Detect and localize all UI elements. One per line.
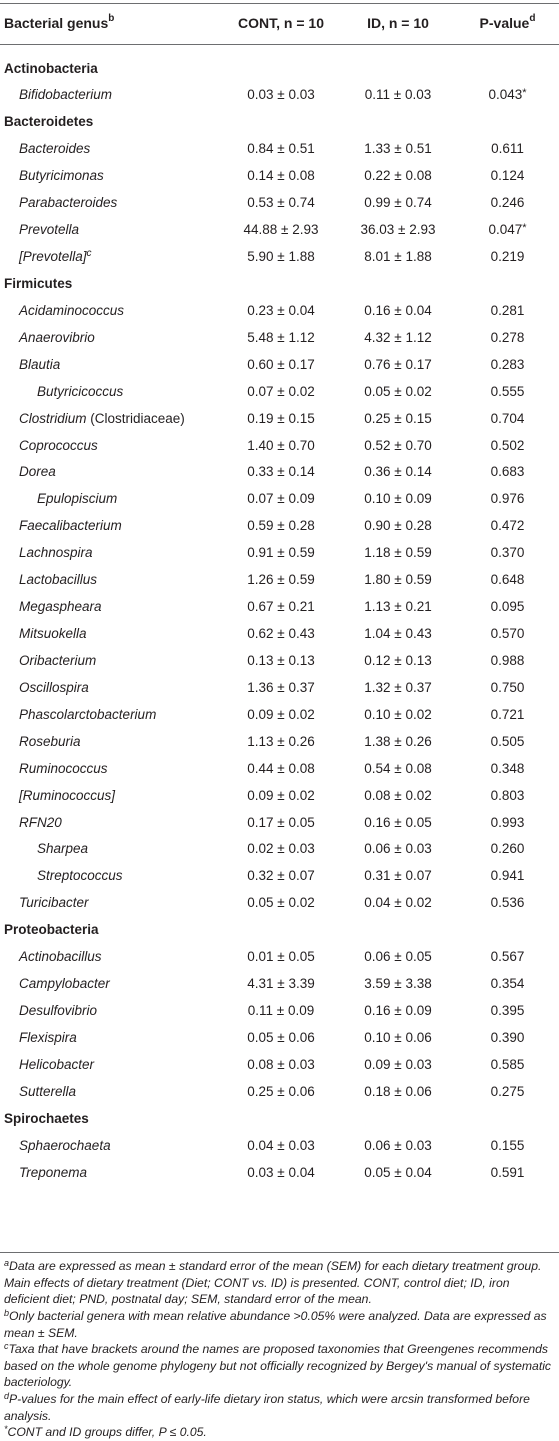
p-value: 0.536 [490,895,525,911]
header-rule [0,44,559,45]
table-row [0,136,559,163]
cont-value: 0.44 ± 0.08 [247,760,315,776]
table-row [0,217,559,244]
id-value: 1.13 ± 0.21 [364,599,432,615]
table-row [0,82,559,109]
header-id: ID, n = 10 [367,15,429,31]
table-row [0,486,559,513]
id-value: 0.90 ± 0.28 [364,518,432,534]
significance-flag: * [522,87,527,100]
cont-value: 0.14 ± 0.08 [247,168,315,184]
cont-value: 0.03 ± 0.03 [247,87,315,103]
cont-value: 0.01 ± 0.05 [247,949,315,965]
cont-value: 0.91 ± 0.59 [247,545,315,561]
table-row [0,863,559,890]
table-row [0,1025,559,1052]
table-row [0,971,559,998]
cont-value: 0.07 ± 0.09 [247,491,315,507]
id-value: 0.36 ± 0.14 [364,464,432,480]
p-value: 0.219 [490,249,525,264]
genus-name: Blautia [19,356,61,372]
genus-name: Clostridium (Clostridiaceae) [19,410,185,426]
p-value: 0.246 [490,195,525,211]
id-value: 0.05 ± 0.02 [364,383,432,399]
header-p-value: P-value$^d$ [479,13,536,31]
table-row [0,1052,559,1079]
genus-name: Actinobacillus [19,949,102,965]
p-value: 0.124 [490,168,525,184]
genus-name: Sphaerochaeta [19,1137,111,1153]
p-value: 0.275 [490,1083,525,1099]
p-value: 0.555 [490,383,525,399]
id-value: 1.18 ± 0.59 [364,545,432,561]
id-value: 0.25 ± 0.15 [364,410,432,426]
table-row [0,648,559,675]
header-cont: CONT, n = 10 [238,15,324,31]
genus-name: Coprococcus [19,437,98,453]
table-row [0,756,559,783]
cont-value: 0.84 ± 0.51 [247,141,315,157]
cont-value: 0.17 ± 0.05 [247,814,315,830]
cont-value: 0.25 ± 0.06 [247,1083,315,1099]
cont-value: 0.62 ± 0.43 [247,626,315,642]
p-value: 0.370 [490,545,525,561]
p-value: 0.591 [490,1164,525,1180]
p-value: 0.390 [490,1029,525,1045]
id-value: 3.59 ± 3.38 [364,976,432,992]
genus-name: Sutterella [19,1083,77,1099]
table-row [0,836,559,863]
table-row [0,325,559,352]
genus-name: Lactobacillus [19,572,98,588]
table-row [0,702,559,729]
cont-value: 0.53 ± 0.74 [247,195,315,211]
table-row [0,810,559,837]
p-value: 0.505 [490,733,525,749]
cont-value: 0.09 ± 0.02 [247,706,315,722]
id-value: 0.04 ± 0.02 [364,895,432,911]
p-value: 0.472 [490,518,525,534]
cont-value: 0.67 ± 0.21 [247,599,315,615]
genus-name: Bacteroides [19,141,91,157]
table-row [0,244,559,271]
table-row [0,379,559,406]
id-value: 4.32 ± 1.12 [364,329,432,345]
id-value: 0.08 ± 0.02 [364,787,432,803]
id-value: 1.32 ± 0.37 [364,679,432,695]
id-value: 1.04 ± 0.43 [364,626,432,642]
genus-name: Parabacteroides [19,195,118,211]
cont-value: 1.26 ± 0.59 [247,572,315,588]
genus-name: Phascolarctobacterium [19,706,157,722]
id-value: 0.18 ± 0.06 [364,1083,432,1099]
table-row [0,1079,559,1106]
cont-value: 0.09 ± 0.02 [247,787,315,803]
genus-name: Sharpea [37,841,89,857]
cont-value: 0.04 ± 0.03 [247,1137,315,1153]
genus-name: RFN20 [19,814,62,830]
cont-value: 0.03 ± 0.04 [247,1164,315,1180]
p-value: 0.993 [490,814,525,830]
table-row [0,1160,559,1187]
p-value: 0.941 [490,868,525,884]
genus-name: Oscillospira [19,679,89,695]
cont-value: 0.33 ± 0.14 [247,464,315,480]
table-row [0,298,559,325]
cont-value: 0.59 ± 0.28 [247,518,315,534]
p-value: 0.283 [490,356,525,372]
p-value: 0.988 [490,652,525,668]
cont-value: 0.02 ± 0.03 [247,841,315,857]
p-value: 0.095 [490,599,525,615]
id-value: 0.16 ± 0.04 [364,302,432,318]
p-value: 0.395 [490,1003,525,1019]
genus-name: Anaerovibrio [19,329,95,345]
genus-name: Mitsuokella [19,626,87,642]
p-value: 0.502 [490,437,525,453]
table-group-row [0,109,559,136]
footnote: *CONT and ID groups differ, P ≤ 0.05. [4,1424,207,1440]
id-value: 0.06 ± 0.03 [364,841,432,857]
table-row [0,163,559,190]
p-value: 0.721 [490,706,525,722]
cont-value: 0.13 ± 0.13 [247,652,315,668]
table-row [0,190,559,217]
id-value: 0.22 ± 0.08 [364,168,432,184]
genus-name: Lachnospira [19,545,93,561]
table-row [0,944,559,971]
table-row [0,621,559,648]
table-row [0,540,559,567]
table-row [0,459,559,486]
p-value: 0.260 [490,841,525,857]
table-row [0,675,559,702]
genus-name: Streptococcus [37,868,123,884]
id-value: 0.06 ± 0.05 [364,949,432,965]
table-row [0,998,559,1025]
id-value: 8.01 ± 1.88 [364,249,432,264]
id-value: 1.38 ± 0.26 [364,733,432,749]
id-value: 0.31 ± 0.07 [364,868,432,884]
genus-name: Helicobacter [19,1056,95,1072]
cont-value: 0.05 ± 0.06 [247,1029,315,1045]
id-value: 0.10 ± 0.09 [364,491,432,507]
id-value: 0.99 ± 0.74 [364,195,432,211]
header-genus: Bacterial genus$^b$ [4,13,115,31]
significance-flag: * [522,222,527,235]
p-value: 0.567 [490,949,525,965]
genus-name: Prevotella [19,222,80,238]
cont-value: 1.40 ± 0.70 [247,437,315,453]
cont-value: 0.23 ± 0.04 [247,302,315,318]
table-row [0,567,559,594]
table-row [0,783,559,810]
p-value: 0.976 [490,491,525,507]
id-value: 0.09 ± 0.03 [364,1056,432,1072]
table-group-row [0,56,559,83]
table-row [0,433,559,460]
cont-value: 0.08 ± 0.03 [247,1056,315,1072]
id-value: 0.05 ± 0.04 [364,1164,432,1180]
genus-name: Turicibacter [19,895,89,911]
id-value: 0.06 ± 0.03 [364,1137,432,1153]
group-name: Spirochaetes [4,1110,89,1126]
id-value: 0.10 ± 0.06 [364,1029,432,1045]
group-name: Actinobacteria [4,60,98,76]
p-value: 0.155 [490,1137,525,1153]
footnotes [4,1258,556,1441]
id-value: 1.80 ± 0.59 [364,572,432,588]
genus-name: Dorea [19,464,56,480]
p-value: 0.570 [490,626,525,642]
genus-name: Epulopiscium [37,491,118,507]
cont-value: 0.05 ± 0.02 [247,895,315,911]
id-value: 0.16 ± 0.05 [364,814,432,830]
cont-value: 1.36 ± 0.37 [247,679,315,695]
table-row [0,406,559,433]
table-row [0,890,559,917]
table-row [0,729,559,756]
footnote: $^d$P-values for the main effect of early-life dietary iron status, which were arcsin transformed before analysis. [4,1390,530,1423]
table-row [0,1133,559,1160]
group-name: Proteobacteria [4,922,99,938]
table-group-row [0,917,559,944]
p-value: 0.585 [490,1056,525,1072]
p-value: 0.648 [490,572,525,588]
p-value: 0.348 [490,760,525,776]
genus-name: Desulfovibrio [19,1003,98,1019]
p-value: 0.611 [491,141,524,157]
group-name: Firmicutes [4,275,73,291]
cont-value: 0.60 ± 0.17 [247,356,315,372]
cont-value: 4.31 ± 3.39 [247,976,315,992]
cont-value: 5.48 ± 1.12 [247,329,315,345]
p-value: 0.704 [490,410,525,426]
table-row [0,513,559,540]
p-value: 0.043* [488,87,527,103]
id-value: 1.33 ± 0.51 [364,141,432,157]
footnote: $^b$Only bacterial genera with mean relative abundance >0.05% were analyzed. Data are expressed as mean ± SEM. [4,1307,547,1340]
p-value: 0.750 [490,679,525,695]
table-row [0,594,559,621]
cont-value: 44.88 ± 2.93 [243,222,319,238]
p-value: 0.354 [490,976,525,992]
id-value: 0.76 ± 0.17 [364,356,432,372]
bottom-rule [0,1252,559,1253]
id-value: 0.54 ± 0.08 [364,760,432,776]
p-value: 0.047* [488,222,527,238]
id-value: 0.16 ± 0.09 [364,1003,432,1019]
cont-value: 5.90 ± 1.88 [247,249,315,264]
top-rule [0,3,559,4]
genus-name: [Ruminococcus] [19,787,116,803]
genus-name: Campylobacter [19,976,110,992]
cont-value: 0.07 ± 0.02 [247,383,315,399]
table-row [0,352,559,379]
genus-name: Faecalibacterium [19,518,122,534]
genus-name: Butyricicoccus [37,383,124,399]
genus-name: Bifidobacterium [19,87,113,103]
id-value: 36.03 ± 2.93 [360,222,436,238]
footnote: $^a$Data are expressed as mean ± standard error of the mean (SEM) for each dietary treatment group. Main effects of dietary treatment (Diet; CONT vs. ID) is presented. CONT, control diet; ID, iron deficient diet; PND, postnatal day; SEM, standard error of the mean. [4,1258,542,1307]
group-name: Bacteroidetes [4,114,94,130]
cont-value: 0.11 ± 0.09 [247,1003,315,1019]
p-value: 0.281 [490,302,525,318]
genus-name: Butyricimonas [19,168,104,184]
id-value: 0.52 ± 0.70 [364,437,432,453]
cont-value: 0.19 ± 0.15 [247,410,315,426]
genus-name: Treponema [19,1164,88,1180]
table-group-row [0,271,559,298]
footnote: $^c$Taxa that have brackets around the names are proposed taxonomies that Greengenes recommends based on the whole genome phylogeny but not officially recognized by Bergey's manual of systematic bacteriology. [4,1341,552,1390]
cont-value: 0.32 ± 0.07 [247,868,315,884]
id-value: 0.10 ± 0.02 [364,706,432,722]
genus-name: [Prevotella]$^c$ [19,248,92,264]
genus-name: Megaspheara [19,599,102,615]
p-value: 0.683 [490,464,525,480]
p-value: 0.278 [490,329,525,345]
table-group-row [0,1106,559,1133]
id-value: 0.12 ± 0.13 [364,652,432,668]
genus-name: Acidaminococcus [19,302,125,318]
genus-name: Flexispira [19,1029,77,1045]
genus-name: Oribacterium [19,652,97,668]
genus-name: Ruminococcus [19,760,108,776]
p-value: 0.803 [490,787,525,803]
id-value: 0.11 ± 0.03 [364,87,432,103]
genus-name: Roseburia [19,733,81,749]
cont-value: 1.13 ± 0.26 [247,733,315,749]
